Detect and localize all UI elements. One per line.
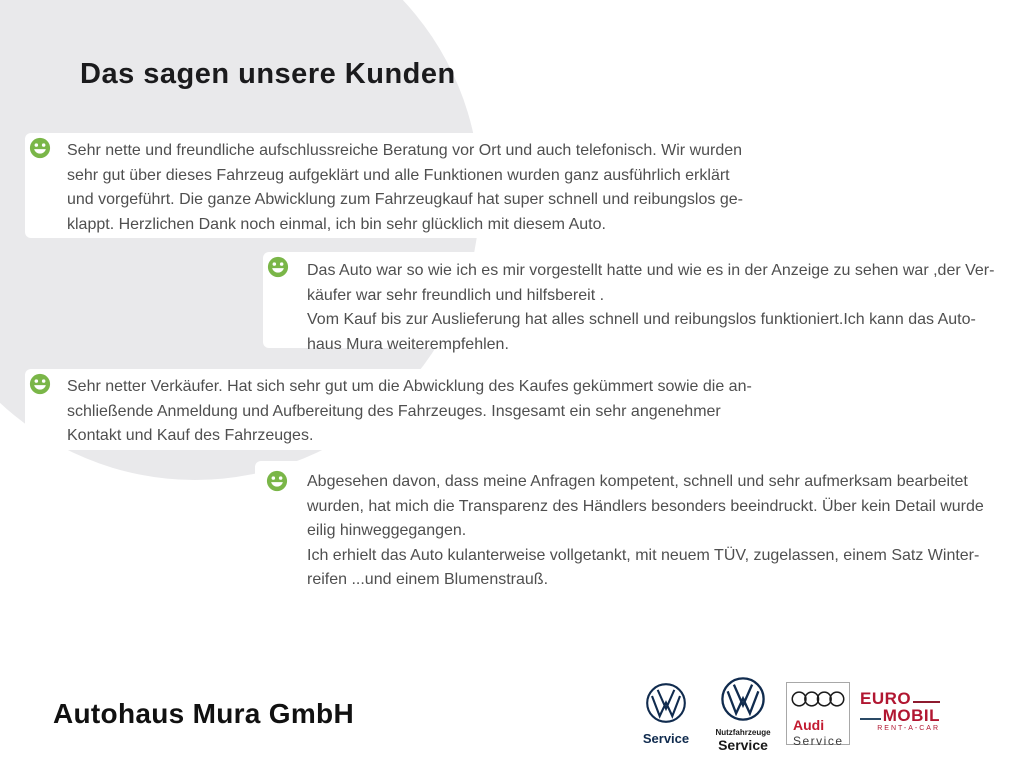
smiley-icon (29, 373, 51, 395)
vw-roundel-icon (645, 711, 687, 728)
testimonial-card-4 (255, 461, 1003, 597)
audi-rings-icon (791, 696, 845, 713)
testimonial-text: Das Auto war so wie ich es mir vorgestellt hatte und wie es in der Anzeige zu sehen war ,der Ver- käufer war sehr freundlich und hilfsbereit . Vom Kauf bis zur Auslieferung hat alles schnell und reibungslos funktioniert.Ich kann das Auto- haus Mura weiterempfehlen. (307, 262, 995, 353)
testimonial-text: Sehr nette und freundliche aufschlussreiche Beratung vor Ort und auch telefonisch. Wir wurden sehr gut über dieses Fahrzeug aufgeklärt und alle Funktionen wurden ganz ausführlich erklärt und vorgeführt. Die ganze Abwicklung zum Fahrzeugkauf hat super schnell und reibungslos ge- klappt. Herzlichen Dank noch einmal, ich bin sehr glücklich mit diesem Auto. (67, 142, 743, 233)
testimonial-card-1 (25, 133, 769, 238)
smiley-icon (266, 470, 288, 492)
smiley-icon (267, 256, 289, 278)
euromobil-red-line (913, 701, 940, 703)
nutzfahrzeuge-label: Nutzfahrzeuge (715, 728, 771, 737)
nutzfahrzeuge-service-label: Service (718, 737, 768, 753)
audi-service-label: Service (793, 734, 844, 748)
page-title: Das sagen unsere Kunden (80, 58, 456, 90)
testimonial-card-3 (25, 369, 843, 450)
audi-label: Audi (793, 717, 825, 733)
testimonial-text: Abgesehen davon, dass meine Anfragen kompetent, schnell und sehr aufmerksam bearbeitet wurden, hat mich die Transparenz des Händlers besonders beeindruckt. Über kein Detail wurde eilig hinweggegangen. Ich erhielt das Auto kulanterweise vollgetankt, mit neuem TÜV, zugelassen, einem Satz Winter- reifen ...und einem Blumenstrauß. (307, 473, 984, 588)
testimonial-card-2 (263, 252, 995, 353)
testimonial-text: Sehr netter Verkäufer. Hat sich sehr gut um die Abwicklung des Kaufes gekümmert sowie die an- schließende Anmeldung und Aufbereitung des Fahrzeuges. Insgesamt ein sehr angenehmer Kontakt und Kauf des Fahrzeuges. (67, 378, 752, 444)
euromobil-word-mobil: MOBIL (882, 706, 940, 725)
smiley-icon (29, 137, 51, 159)
euromobil-word-euro: EURO (860, 689, 912, 708)
vw-service-logo (640, 682, 692, 746)
euromobil-rentacar-label: RENT-A-CAR (877, 725, 940, 732)
vw-nutzfahrzeuge-logo (714, 676, 772, 753)
company-name: Autohaus Mura GmbH (53, 698, 354, 729)
euromobil-logo (860, 690, 940, 732)
audi-service-logo (786, 682, 850, 748)
vw-service-label: Service (642, 731, 690, 746)
euromobil-blue-line (860, 718, 881, 720)
vw-roundel-icon (720, 709, 766, 726)
